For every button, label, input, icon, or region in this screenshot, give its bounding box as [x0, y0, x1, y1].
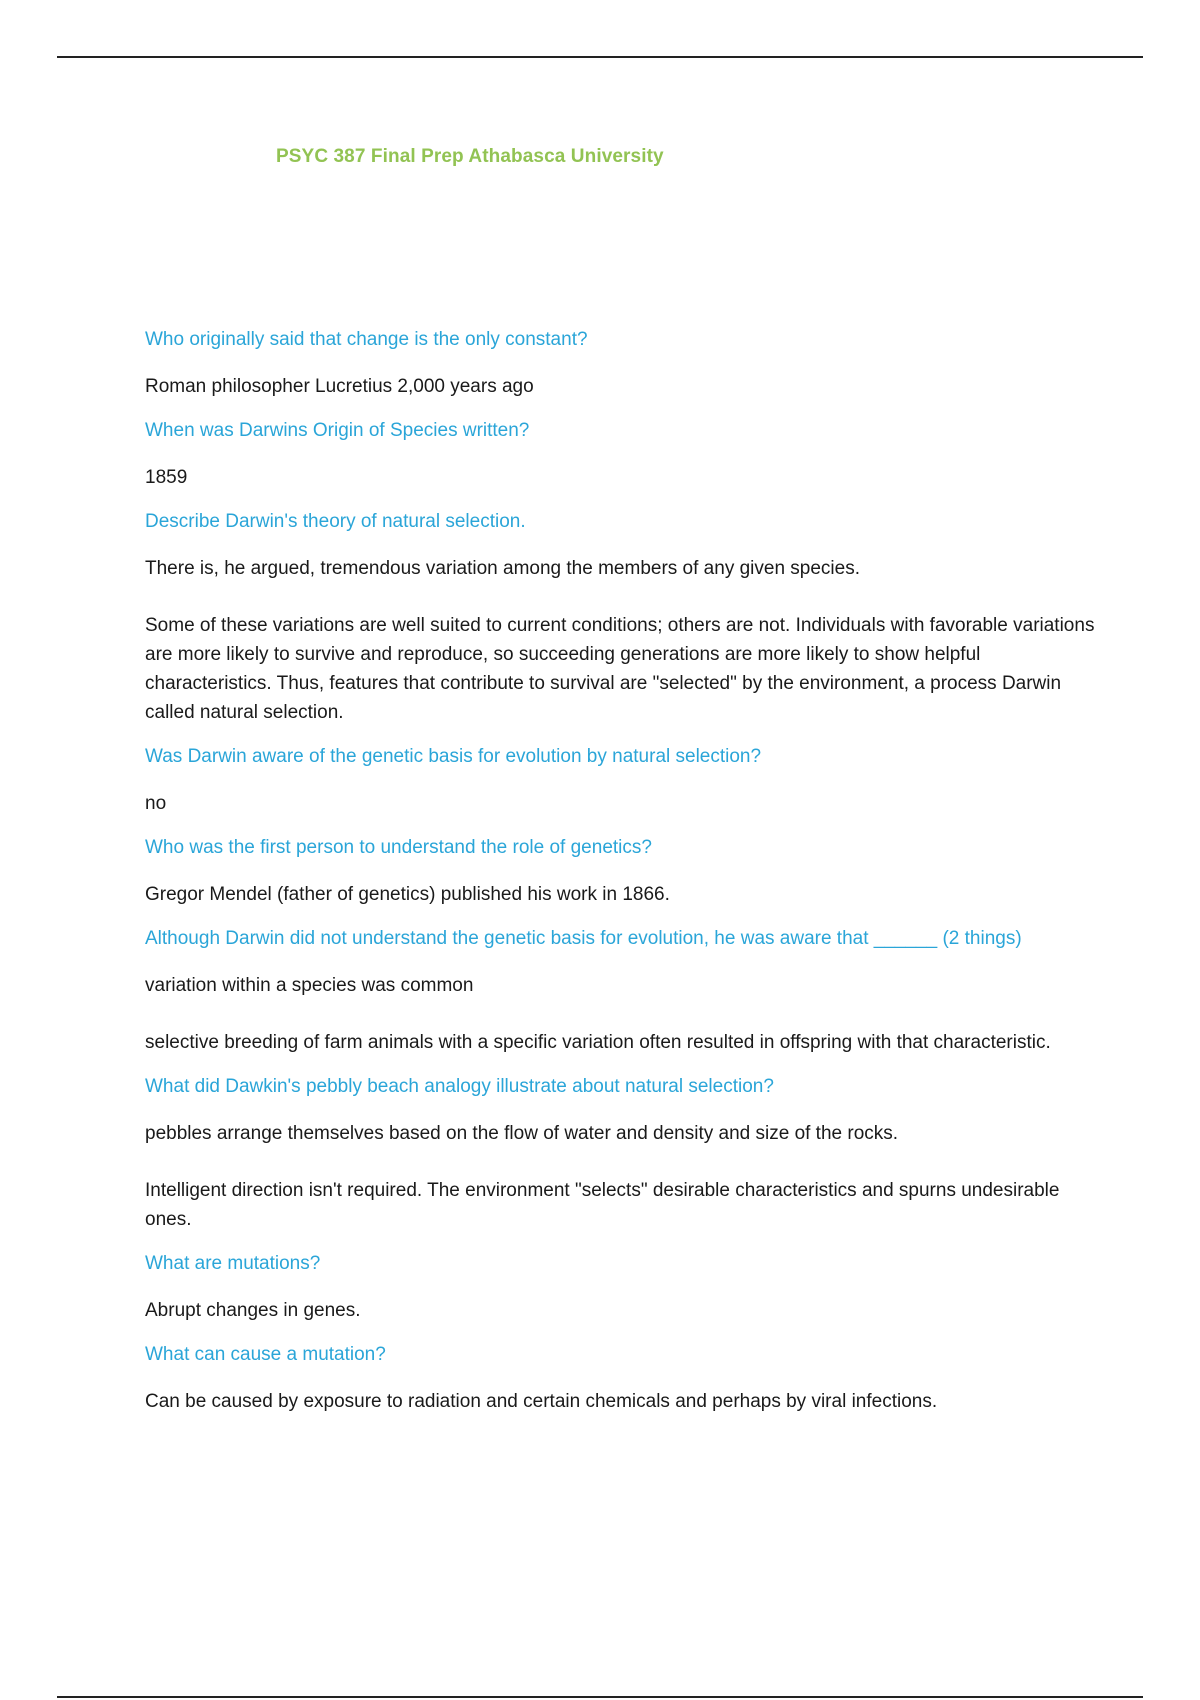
answer-text: There is, he argued, tremendous variation among the members of any given species.	[145, 558, 860, 579]
question-text: What did Dawkin's pebbly beach analogy illustrate about natural selection?	[145, 1076, 774, 1097]
document-title: PSYC 387 Final Prep Athabasca University	[276, 146, 664, 167]
question-text: Describe Darwin's theory of natural selection.	[145, 511, 526, 532]
answer-text: Gregor Mendel (father of genetics) published his work in 1866.	[145, 884, 670, 905]
qa-item-6	[145, 925, 1095, 1057]
answer-text: selective breeding of farm animals with a specific variation often resulted in offspring with that characteristic.	[145, 1032, 1051, 1053]
answer-text: no	[145, 793, 167, 814]
answer-text: Can be caused by exposure to radiation and certain chemicals and perhaps by viral infections.	[145, 1391, 938, 1412]
top-rule	[57, 56, 1143, 58]
qa-item-1	[145, 326, 1095, 401]
qa-item-5	[145, 834, 1095, 909]
question-text: Was Darwin aware of the genetic basis for evolution by natural selection?	[145, 746, 762, 767]
qa-item-2	[145, 417, 1095, 492]
question-text: Who originally said that change is the only constant?	[145, 329, 588, 350]
answer-text: Roman philosopher Lucretius 2,000 years ago	[145, 376, 534, 397]
question-text: When was Darwins Origin of Species written?	[145, 420, 530, 441]
answer-text: Intelligent direction isn't required. The environment "selects" desirable characteristics and spurns undesirable ones.	[145, 1180, 1060, 1230]
qa-item-7	[145, 1073, 1095, 1234]
answer-text: 1859	[145, 467, 188, 488]
question-text: Who was the first person to understand the role of genetics?	[145, 837, 652, 858]
answer-text: variation within a species was common	[145, 975, 474, 996]
question-text: What are mutations?	[145, 1253, 321, 1274]
qa-item-9	[145, 1341, 1095, 1416]
answer-text: Some of these variations are well suited to current conditions; others are not. Individuals with favorable variations are more likely to survive and reproduce, so succeeding generations are more likely to show helpful characteristics. Thus, features that contribute to survival are "selected" by the environment, a process Darwin called natural selection.	[145, 615, 1095, 723]
qa-content	[145, 326, 1095, 1432]
question-text: Although Darwin did not understand the genetic basis for evolution, he was aware that ______ (2 things)	[145, 928, 1022, 949]
question-text: What can cause a mutation?	[145, 1344, 386, 1365]
qa-item-4	[145, 743, 1095, 818]
answer-text: pebbles arrange themselves based on the flow of water and density and size of the rocks.	[145, 1123, 899, 1144]
qa-item-8	[145, 1250, 1095, 1325]
qa-item-3	[145, 508, 1095, 727]
bottom-rule	[57, 1696, 1143, 1698]
answer-text: Abrupt changes in genes.	[145, 1300, 361, 1321]
